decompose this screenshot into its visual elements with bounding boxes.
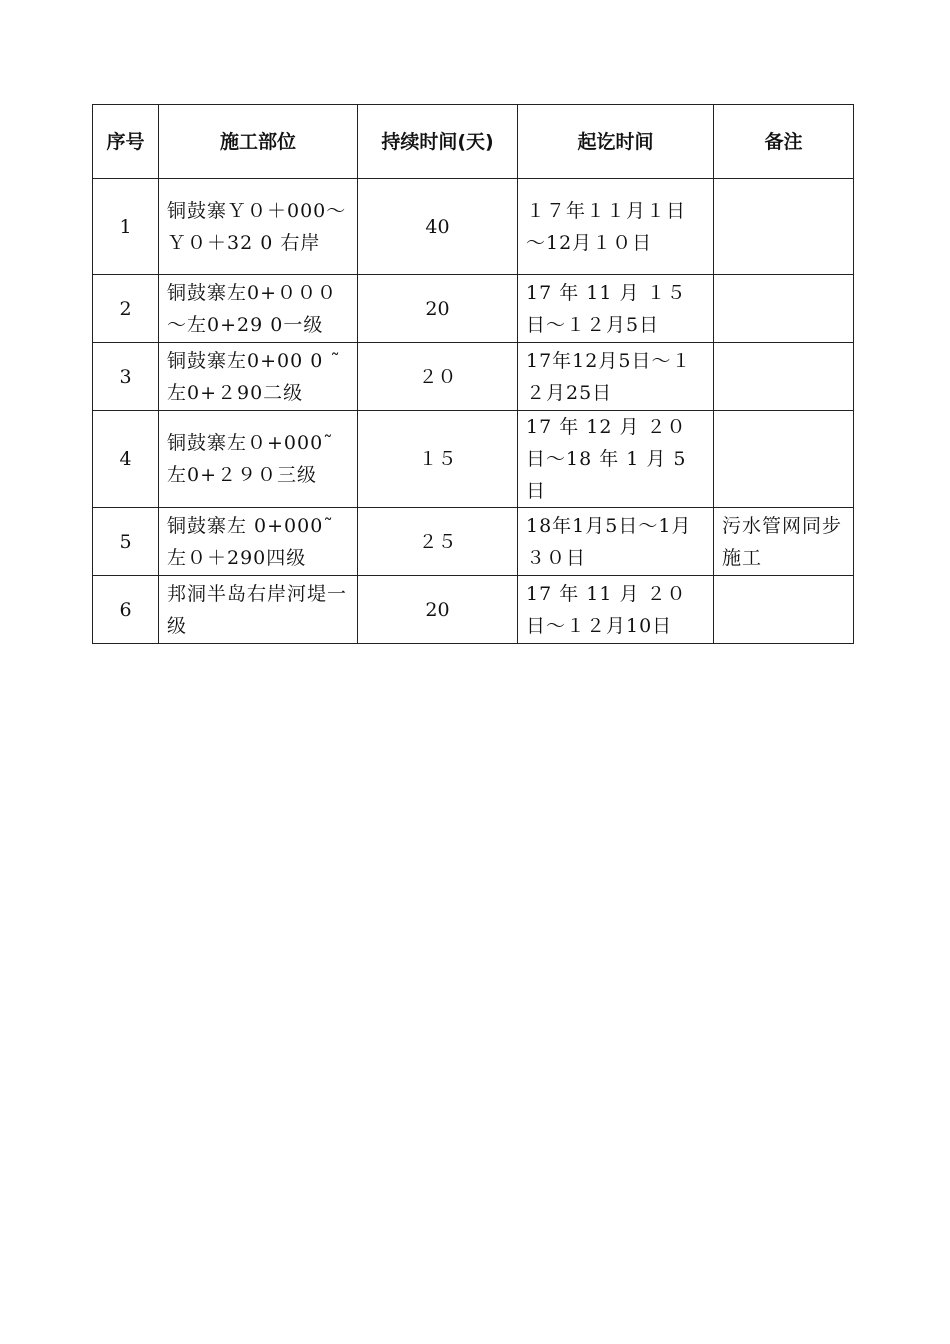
header-duration-days: 持续时间(天) bbox=[358, 105, 518, 179]
cell-start-end-period: 17年12月5日～１２月25日 bbox=[518, 343, 714, 411]
table-row bbox=[93, 179, 854, 275]
cell-construction-location: 铜鼓寨左 0+000˜左０＋290四级 bbox=[159, 508, 358, 576]
cell-serial-number: 4 bbox=[93, 411, 159, 508]
cell-duration-days: 20 bbox=[358, 576, 518, 644]
cell-serial-number: 5 bbox=[93, 508, 159, 576]
cell-construction-location: 铜鼓寨Ｙ０＋000～Ｙ０＋32 0 右岸 bbox=[159, 179, 358, 275]
table-row bbox=[93, 508, 854, 576]
cell-start-end-period: １７年１１月１日～12月１０日 bbox=[518, 179, 714, 275]
cell-construction-location: 铜鼓寨左０+000˜左0+２９０三级 bbox=[159, 411, 358, 508]
cell-duration-days: 40 bbox=[358, 179, 518, 275]
cell-duration-days: １５ bbox=[358, 411, 518, 508]
construction-schedule-table bbox=[92, 104, 854, 644]
table-row bbox=[93, 275, 854, 343]
cell-duration-days: 20 bbox=[358, 275, 518, 343]
table-row bbox=[93, 576, 854, 644]
cell-duration-days: ２５ bbox=[358, 508, 518, 576]
cell-start-end-period: 17 年 11 月 １５日～１２月5日 bbox=[518, 275, 714, 343]
table-row bbox=[93, 343, 854, 411]
table-header-row bbox=[93, 105, 854, 179]
cell-construction-location: 铜鼓寨左0+０００～左0+29 0一级 bbox=[159, 275, 358, 343]
cell-remarks bbox=[714, 343, 854, 411]
cell-serial-number: 2 bbox=[93, 275, 159, 343]
cell-serial-number: 6 bbox=[93, 576, 159, 644]
cell-construction-location: 邦洞半岛右岸河堤一级 bbox=[159, 576, 358, 644]
cell-remarks bbox=[714, 179, 854, 275]
table-row bbox=[93, 411, 854, 508]
header-serial-number: 序号 bbox=[93, 105, 159, 179]
header-start-end-period: 起讫时间 bbox=[518, 105, 714, 179]
header-construction-location: 施工部位 bbox=[159, 105, 358, 179]
cell-start-end-period: 17 年 12 月 ２０日～18 年 1 月 5 日 bbox=[518, 411, 714, 508]
cell-construction-location: 铜鼓寨左0+00 0 ˜左0+２90二级 bbox=[159, 343, 358, 411]
cell-remarks bbox=[714, 411, 854, 508]
cell-start-end-period: 18年1月5日～1月３０日 bbox=[518, 508, 714, 576]
cell-duration-days: ２０ bbox=[358, 343, 518, 411]
cell-serial-number: 3 bbox=[93, 343, 159, 411]
cell-remarks bbox=[714, 576, 854, 644]
header-remarks: 备注 bbox=[714, 105, 854, 179]
cell-start-end-period: 17 年 11 月 ２０日～１２月10日 bbox=[518, 576, 714, 644]
cell-serial-number: 1 bbox=[93, 179, 159, 275]
cell-remarks bbox=[714, 275, 854, 343]
cell-remarks: 污水管网同步施工 bbox=[714, 508, 854, 576]
